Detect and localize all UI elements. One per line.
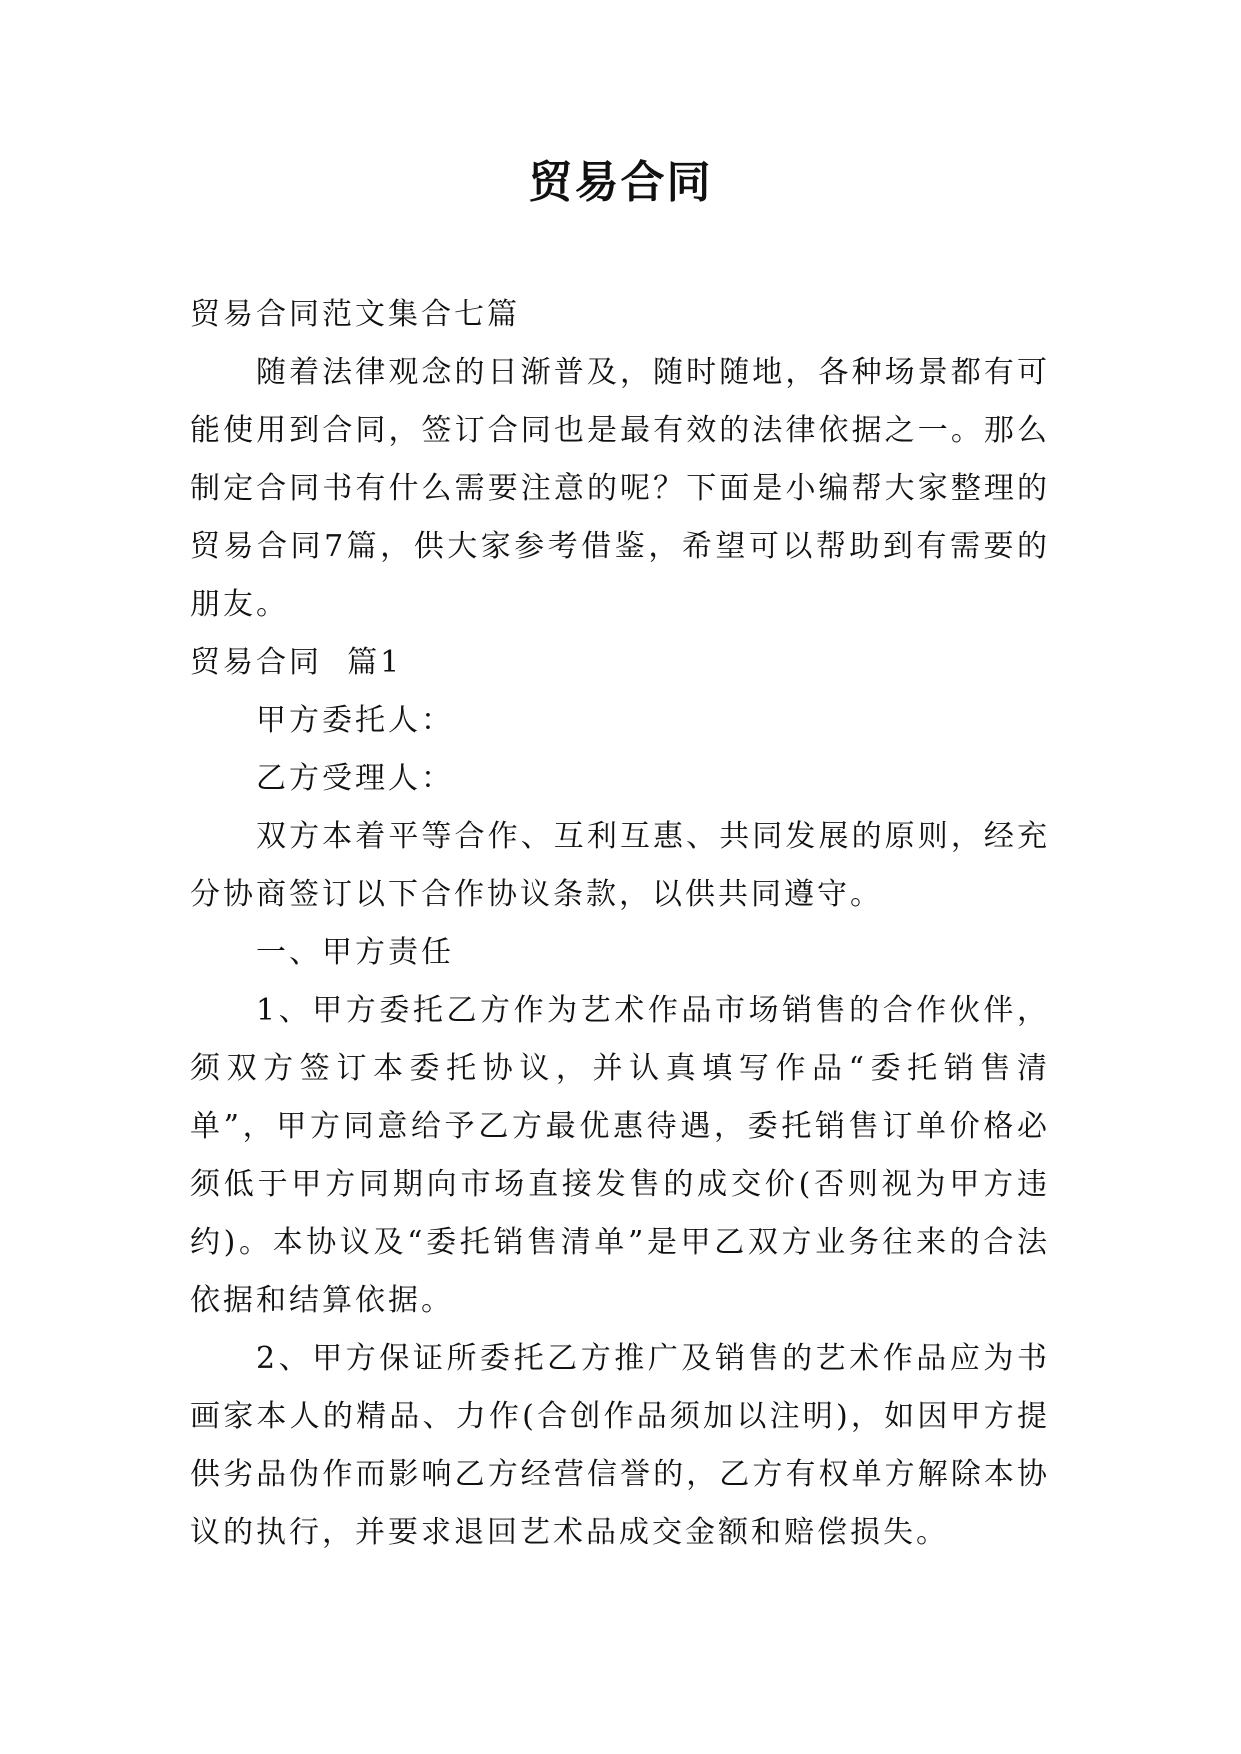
clause-heading: 一、甲方责任 <box>256 935 454 970</box>
clause-1-paragraph: 1、甲方委托乙方作为艺术作品市场销售的合作伙伴，须双方签订本委托协议，并认真填写作品“委托销售清单”，甲方同意给予乙方最优惠待遇，委托销售订单价格必须低于甲方同期向市场直接发售的成交价(否则视为甲方违约)。本协议及“委托销售清单”是甲乙双方业务往来的合法依据和结算依据。 <box>190 993 1050 1318</box>
party-b-line: 乙方受理人： <box>256 761 454 796</box>
party-a-line: 甲方委托人： <box>256 703 454 738</box>
collection-title: 贸易合同范文集合七篇 <box>190 297 520 332</box>
preamble-paragraph: 双方本着平等合作、互利互惠、共同发展的原则，经充分协商签订以下合作协议条款，以供共同遵守。 <box>190 819 1050 912</box>
intro-paragraph: 随着法律观念的日渐普及，随时随地，各种场景都有可能使用到合同，签订合同也是最有效的法律依据之一。那么制定合同书有什么需要注意的呢？下面是小编帮大家整理的贸易合同7篇，供大家参考借鉴，希望可以帮助到有需要的朋友。 <box>190 355 1050 622</box>
document-body <box>190 286 1050 1562</box>
clause-2-paragraph: 2、甲方保证所委托乙方推广及销售的艺术作品应为书画家本人的精品、力作(合创作品须加以注明)，如因甲方提供劣品伪作而影响乙方经营信誉的，乙方有权单方解除本协议的执行，并要求退回艺术品成交金额和赔偿损失。 <box>190 1341 1050 1550</box>
section-heading: 贸易合同 篇1 <box>190 645 403 680</box>
document-title: 贸易合同 <box>528 157 713 208</box>
